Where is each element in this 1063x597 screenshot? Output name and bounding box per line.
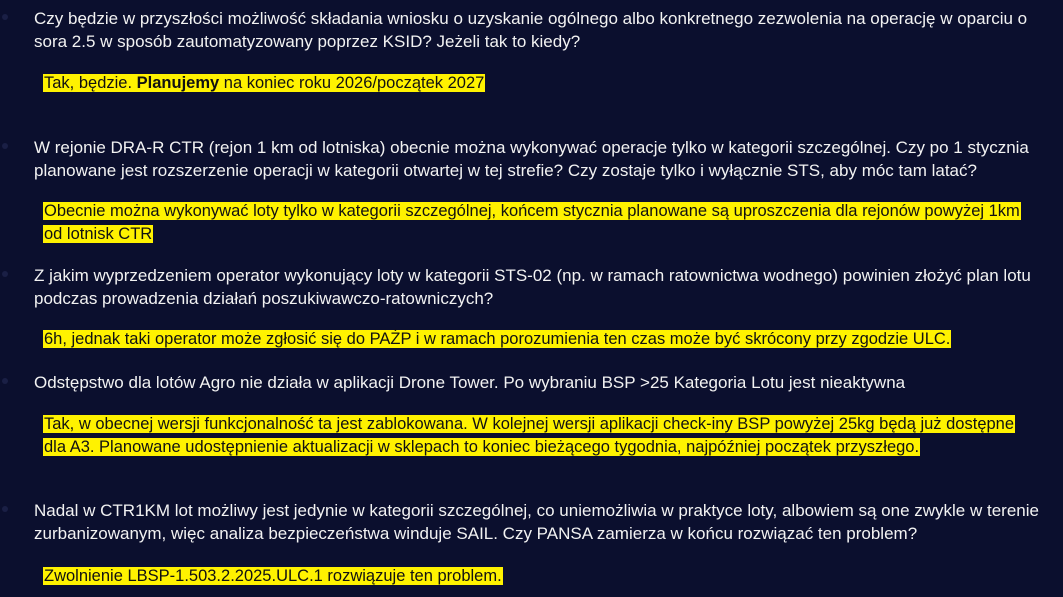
answer-text [43,328,1027,351]
answer-highlight: Tak, w obecnej wersji funkcjonalność ta jest zablokowana. W kolejnej wersji aplikacji check-iny BSP powyżej 25kg będą już dostępne dla A3. Planowane udostępnienie aktualizacji w sklepach to koniec bieżącego tygodnia, najpóźniej początek przyszłego. [44,415,1015,456]
question-text: Odstępstwo dla lotów Agro nie działa w aplikacji Drone Tower. Po wybraniu BSP >25 Kategoria Lotu jest nieaktywna [34,373,906,392]
answer-bold-text: Planujemy [136,74,220,92]
bullet-marker [2,271,8,277]
answer-highlight: Tak, będzie. Planujemy na koniec roku 2026/początek 2027 [44,74,485,92]
answer-text [43,413,1027,459]
answer-highlight: Obecnie można wykonywać loty tylko w kategorii szczególnej, końcem stycznia planowane są uproszczenia dla rejonów powyżej 1km od lotnisk CTR [44,202,1020,243]
answer-highlight: Zwolnienie LBSP-1.503.2.2025.ULC.1 rozwiązuje ten problem. [44,567,502,585]
bullet-marker [2,143,8,149]
question-text: W rejonie DRA-R CTR (rejon 1 km od lotniska) obecnie można wykonywać operacje tylko w kategorii szczególnej. Czy po 1 stycznia planowane jest rozszerzenie operacji w kategorii otwartej w tej strefie? Czy zostaje tylko i wyłącznie STS, aby móc tam latać? [34,138,1029,180]
answer-highlight: 6h, jednak taki operator może zgłosić się do PAŻP i w ramach porozumienia ten czas może być skrócony przy zgodzie ULC. [44,330,951,348]
question-text: Czy będzie w przyszłości możliwość składania wniosku o uzyskanie ogólnego albo konkretnego zezwolenia na operację w oparciu o sora 2.5 w sposób zautomatyzowany poprzez KSID? Jeżeli tak to kiedy? [34,9,1028,51]
question-text: Nadal w CTR1KM lot możliwy jest jedynie w kategorii szczególnej, co uniemożliwia w praktyce loty, albowiem są one zwykle w terenie zurbanizowanym, więc analiza bezpieczeństwa winduje SAIL. Czy PANSA zamierza w końcu rozwiązać ten problem? [34,501,1039,543]
answer-text [43,200,1027,246]
bullet-marker [2,14,8,20]
bullet-marker [2,378,8,384]
answer-text [43,72,1027,95]
answer-text [43,565,1027,588]
question-text: Z jakim wyprzedzeniem operator wykonujący loty w kategorii STS-02 (np. w ramach ratownictwa wodnego) powinien złożyć plan lotu podczas prowadzenia działań poszukiwawczo-ratowniczych? [34,266,1031,308]
bullet-marker [2,506,8,512]
